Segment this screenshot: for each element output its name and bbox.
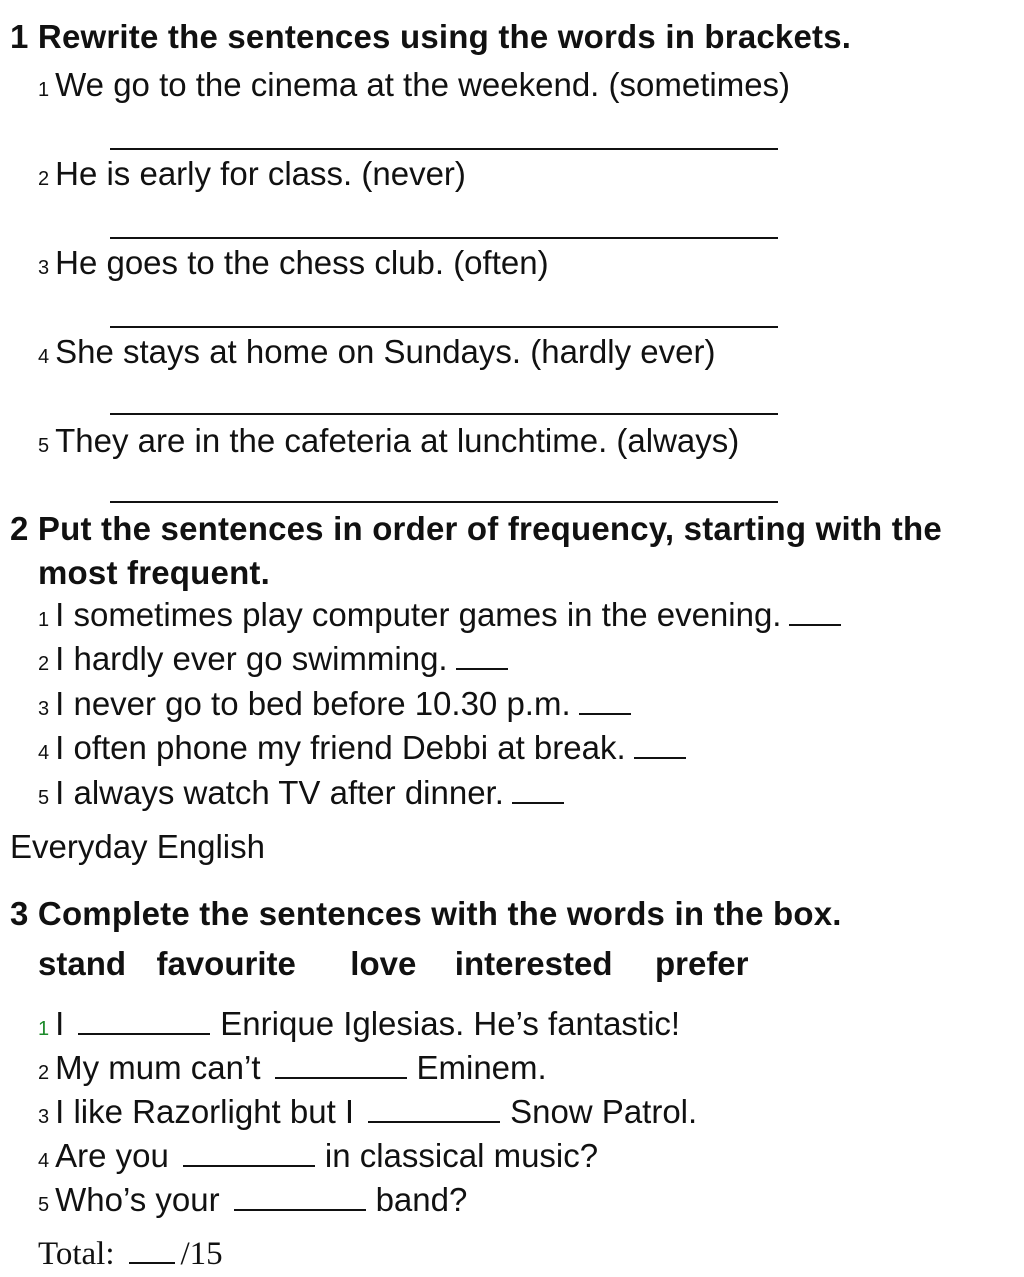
answer-line-1-5[interactable] bbox=[110, 501, 778, 503]
sentence-end: band? bbox=[375, 1181, 468, 1218]
sentence-start: My mum can’t bbox=[55, 1049, 261, 1086]
sentence-start: I bbox=[55, 1005, 65, 1042]
sentence-text: I often phone my friend Debbi at break. bbox=[55, 729, 626, 766]
answer-blank[interactable] bbox=[234, 1183, 366, 1211]
sentence-text: He goes to the chess club. (often) bbox=[55, 244, 549, 281]
exercise-1-item-3 bbox=[38, 244, 549, 282]
item-number: 5 bbox=[38, 787, 50, 809]
answer-blank[interactable] bbox=[183, 1139, 315, 1167]
item-number: 5 bbox=[38, 1194, 50, 1216]
item-number: 3 bbox=[38, 1106, 50, 1128]
sentence-text: I always watch TV after dinner. bbox=[55, 774, 504, 811]
exercise-2-item-4 bbox=[38, 729, 686, 767]
word-box bbox=[38, 945, 775, 983]
sentence-text: I never go to bed before 10.30 p.m. bbox=[55, 685, 571, 722]
answer-blank[interactable] bbox=[512, 776, 564, 804]
item-number: 4 bbox=[38, 346, 50, 368]
answer-blank[interactable] bbox=[78, 1007, 210, 1035]
sentence-text: We go to the cinema at the weekend. (sometimes) bbox=[55, 66, 791, 103]
exercise-2-item-1 bbox=[38, 596, 841, 634]
answer-blank[interactable] bbox=[634, 731, 686, 759]
item-number: 1 bbox=[38, 609, 50, 631]
word-box-item: favourite bbox=[156, 945, 296, 982]
sentence-text: She stays at home on Sundays. (hardly ever) bbox=[55, 333, 716, 370]
section-2-heading-line-1: 2 Put the sentences in order of frequency, starting with the bbox=[10, 510, 942, 547]
everyday-english-title: Everyday English bbox=[10, 828, 265, 865]
exercise-2-item-3 bbox=[38, 685, 631, 723]
exercise-1-item-4 bbox=[38, 333, 715, 371]
sentence-end: Enrique Iglesias. He’s fantastic! bbox=[220, 1005, 681, 1042]
total-max: /15 bbox=[180, 1236, 223, 1272]
sentence-text: He is early for class. (never) bbox=[55, 155, 466, 192]
item-number: 2 bbox=[38, 168, 50, 190]
item-number: 1 bbox=[38, 79, 50, 101]
word-box-item: stand bbox=[38, 945, 127, 982]
answer-line-1-4[interactable] bbox=[110, 413, 778, 415]
answer-line-1-2[interactable] bbox=[110, 237, 778, 239]
exercise-2-item-5 bbox=[38, 774, 564, 812]
exercise-3-item-1 bbox=[38, 1005, 680, 1043]
answer-blank[interactable] bbox=[456, 642, 508, 670]
section-3-heading: 3 Complete the sentences with the words in the box. bbox=[10, 895, 842, 932]
exercise-1-item-5 bbox=[38, 422, 739, 460]
exercise-3-item-5 bbox=[38, 1181, 467, 1219]
sentence-start: Are you bbox=[55, 1137, 169, 1174]
item-number: 4 bbox=[38, 742, 50, 764]
answer-blank[interactable] bbox=[368, 1095, 500, 1123]
section-2-heading-line-2: most frequent. bbox=[38, 554, 270, 591]
sentence-end: in classical music? bbox=[324, 1137, 599, 1174]
exercise-3-item-3 bbox=[38, 1093, 697, 1131]
sentence-text: They are in the cafeteria at lunchtime. (always) bbox=[55, 422, 740, 459]
exercise-1-item-1 bbox=[38, 66, 790, 104]
word-box-item: interested bbox=[454, 945, 613, 982]
answer-blank[interactable] bbox=[275, 1051, 407, 1079]
item-number: 4 bbox=[38, 1150, 50, 1172]
exercise-3-item-2 bbox=[38, 1049, 547, 1087]
sentence-text: I sometimes play computer games in the evening. bbox=[55, 596, 782, 633]
sentence-start: I like Razorlight but I bbox=[55, 1093, 355, 1130]
item-number: 5 bbox=[38, 435, 50, 457]
item-number: 1 bbox=[38, 1018, 50, 1040]
section-1-heading: 1 Rewrite the sentences using the words in brackets. bbox=[10, 18, 852, 55]
item-number: 3 bbox=[38, 698, 50, 720]
total-score bbox=[38, 1236, 223, 1273]
sentence-end: Eminem. bbox=[416, 1049, 547, 1086]
answer-line-1-3[interactable] bbox=[110, 326, 778, 328]
score-blank[interactable] bbox=[129, 1238, 175, 1264]
total-label: Total: bbox=[38, 1236, 115, 1272]
item-number: 2 bbox=[38, 1062, 50, 1084]
word-box-item: love bbox=[350, 945, 417, 982]
exercise-1-item-2 bbox=[38, 155, 466, 193]
sentence-start: Who’s your bbox=[55, 1181, 220, 1218]
sentence-end: Snow Patrol. bbox=[510, 1093, 698, 1130]
answer-blank[interactable] bbox=[789, 598, 841, 626]
word-box-item: prefer bbox=[654, 945, 749, 982]
exercise-2-item-2 bbox=[38, 640, 508, 678]
answer-blank[interactable] bbox=[579, 687, 631, 715]
item-number: 3 bbox=[38, 257, 50, 279]
exercise-3-item-4 bbox=[38, 1137, 598, 1175]
answer-line-1-1[interactable] bbox=[110, 148, 778, 150]
sentence-text: I hardly ever go swimming. bbox=[55, 640, 448, 677]
item-number: 2 bbox=[38, 653, 50, 675]
